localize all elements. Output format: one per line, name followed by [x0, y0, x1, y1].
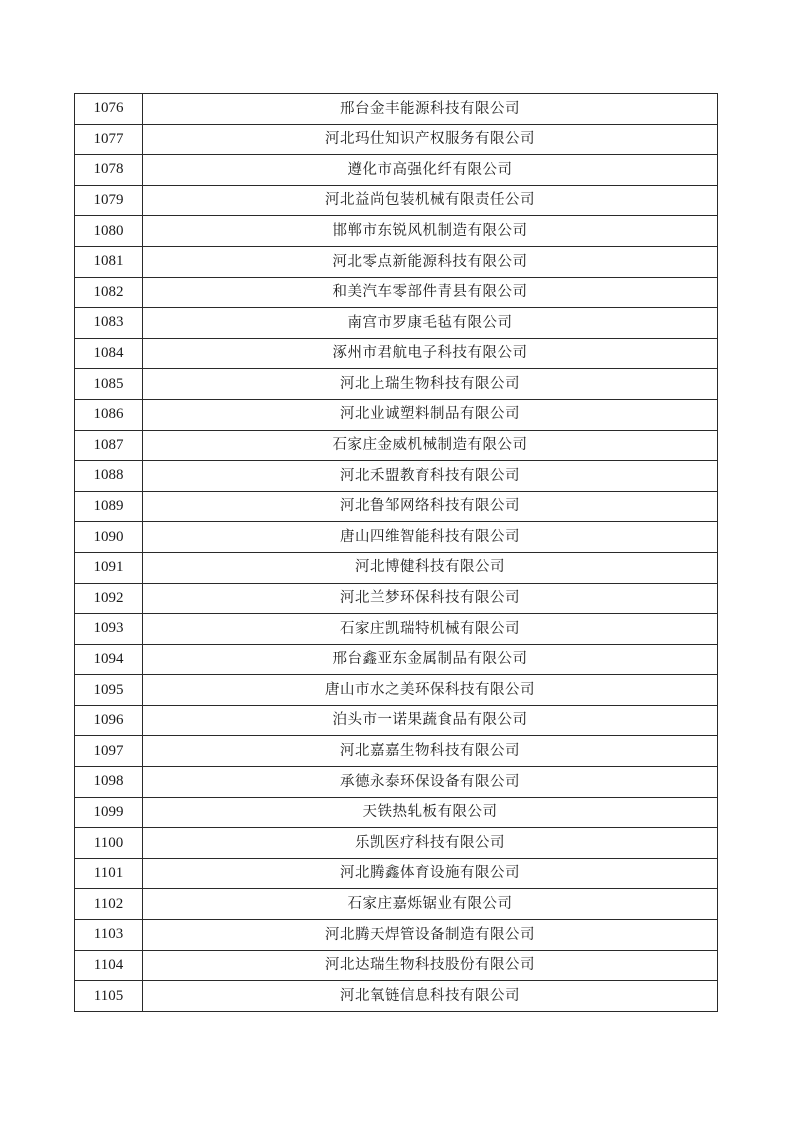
table-row: [75, 858, 718, 889]
company-name: 遵化市高强化纤有限公司: [143, 155, 718, 186]
table-row: [75, 950, 718, 981]
company-name: 河北腾鑫体育设施有限公司: [143, 858, 718, 889]
company-list-table: [74, 93, 718, 1012]
company-name: 河北嘉嘉生物科技有限公司: [143, 736, 718, 767]
row-number: 1096: [75, 705, 143, 736]
table-row: [75, 828, 718, 859]
table-row: [75, 920, 718, 951]
company-name: 河北氧链信息科技有限公司: [143, 981, 718, 1012]
company-name: 石家庄凯瑞特机械有限公司: [143, 614, 718, 645]
company-name: 河北上瑞生物科技有限公司: [143, 369, 718, 400]
table-row: [75, 552, 718, 583]
company-name: 河北禾盟教育科技有限公司: [143, 461, 718, 492]
row-number: 1081: [75, 246, 143, 277]
company-name: 河北博健科技有限公司: [143, 552, 718, 583]
table-row: [75, 614, 718, 645]
table-row: [75, 369, 718, 400]
table-row: [75, 522, 718, 553]
company-name: 河北兰梦环保科技有限公司: [143, 583, 718, 614]
table-row: [75, 797, 718, 828]
row-number: 1088: [75, 461, 143, 492]
row-number: 1080: [75, 216, 143, 247]
company-name: 和美汽车零部件青县有限公司: [143, 277, 718, 308]
row-number: 1095: [75, 675, 143, 706]
table-row: [75, 583, 718, 614]
row-number: 1076: [75, 94, 143, 125]
row-number: 1082: [75, 277, 143, 308]
table-row: [75, 155, 718, 186]
row-number: 1100: [75, 828, 143, 859]
company-name: 唐山市水之美环保科技有限公司: [143, 675, 718, 706]
company-name: 河北益尚包装机械有限责任公司: [143, 185, 718, 216]
table-row: [75, 889, 718, 920]
company-name: 河北零点新能源科技有限公司: [143, 246, 718, 277]
table-row: [75, 461, 718, 492]
table-row: [75, 338, 718, 369]
company-name: 河北腾天焊管设备制造有限公司: [143, 920, 718, 951]
company-name: 乐凯医疗科技有限公司: [143, 828, 718, 859]
table-row: [75, 124, 718, 155]
company-name: 邯郸市东锐风机制造有限公司: [143, 216, 718, 247]
company-name: 河北玛仕知识产权服务有限公司: [143, 124, 718, 155]
company-name: 河北业诚塑料制品有限公司: [143, 399, 718, 430]
company-name: 南宫市罗康毛毡有限公司: [143, 308, 718, 339]
table-body: [75, 94, 718, 1012]
company-name: 河北达瑞生物科技股份有限公司: [143, 950, 718, 981]
company-name: 石家庄嘉烁锯业有限公司: [143, 889, 718, 920]
table-row: [75, 981, 718, 1012]
company-name: 涿州市君航电子科技有限公司: [143, 338, 718, 369]
row-number: 1079: [75, 185, 143, 216]
row-number: 1092: [75, 583, 143, 614]
table-row: [75, 246, 718, 277]
row-number: 1085: [75, 369, 143, 400]
row-number: 1084: [75, 338, 143, 369]
row-number: 1103: [75, 920, 143, 951]
table-row: [75, 185, 718, 216]
row-number: 1087: [75, 430, 143, 461]
table-row: [75, 675, 718, 706]
company-name: 唐山四维智能科技有限公司: [143, 522, 718, 553]
row-number: 1102: [75, 889, 143, 920]
company-name: 承德永泰环保设备有限公司: [143, 767, 718, 798]
row-number: 1089: [75, 491, 143, 522]
company-name: 邢台鑫亚东金属制品有限公司: [143, 644, 718, 675]
row-number: 1099: [75, 797, 143, 828]
table-row: [75, 644, 718, 675]
row-number: 1105: [75, 981, 143, 1012]
table-row: [75, 399, 718, 430]
row-number: 1086: [75, 399, 143, 430]
table-row: [75, 491, 718, 522]
row-number: 1104: [75, 950, 143, 981]
row-number: 1093: [75, 614, 143, 645]
table-row: [75, 430, 718, 461]
row-number: 1094: [75, 644, 143, 675]
table-row: [75, 308, 718, 339]
row-number: 1091: [75, 552, 143, 583]
company-name: 天铁热轧板有限公司: [143, 797, 718, 828]
table-row: [75, 216, 718, 247]
row-number: 1090: [75, 522, 143, 553]
company-name: 邢台金丰能源科技有限公司: [143, 94, 718, 125]
table-row: [75, 705, 718, 736]
row-number: 1097: [75, 736, 143, 767]
table-row: [75, 94, 718, 125]
table-row: [75, 767, 718, 798]
company-name: 石家庄金威机械制造有限公司: [143, 430, 718, 461]
row-number: 1083: [75, 308, 143, 339]
row-number: 1101: [75, 858, 143, 889]
company-name: 河北鲁邹网络科技有限公司: [143, 491, 718, 522]
row-number: 1098: [75, 767, 143, 798]
table-row: [75, 277, 718, 308]
row-number: 1077: [75, 124, 143, 155]
company-name: 泊头市一诺果蔬食品有限公司: [143, 705, 718, 736]
row-number: 1078: [75, 155, 143, 186]
table-row: [75, 736, 718, 767]
